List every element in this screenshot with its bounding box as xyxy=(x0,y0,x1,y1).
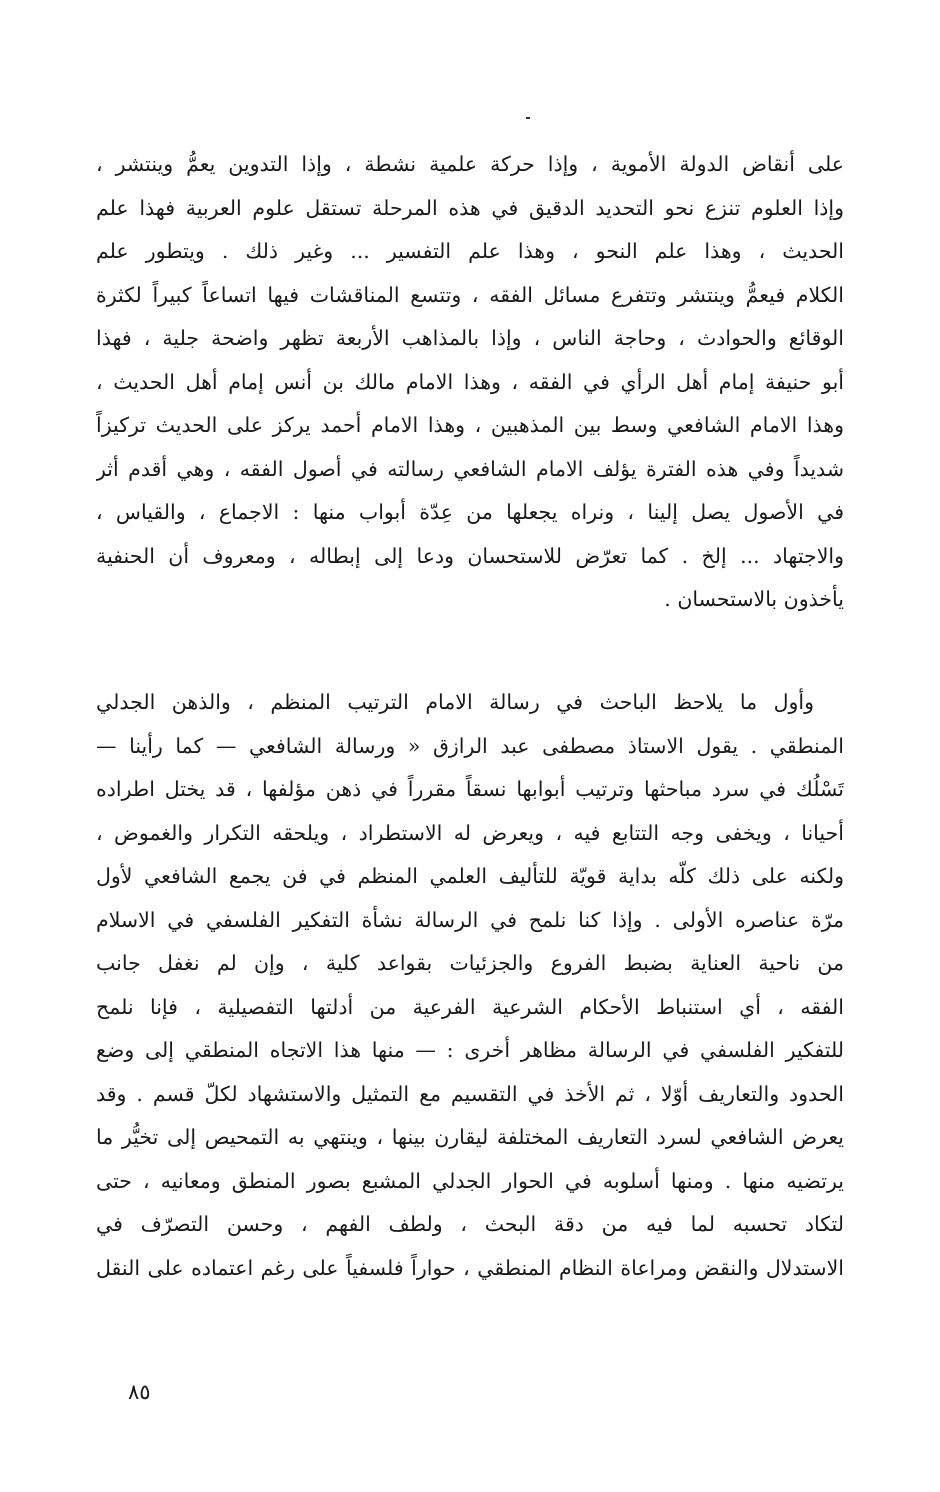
text-line: مرّة عناصره الأولى . وإذا كنا نلمح في الرسالة نشأة التفكير الفلسفي في الاسلام xyxy=(96,907,844,932)
text-line: الاستدلال والنقض ومراعاة النظام المنطقي ، حواراً فلسفياً على رغم اعتماده على النقل xyxy=(96,1255,844,1280)
text-line: لتكاد تحسبه لما فيه من دقة البحث ، ولطف الفهم ، وحسن التصرّف في xyxy=(96,1212,844,1236)
text-line: يعرض الشافعي لسرد التعاريف المختلفة ليقارن بينها ، وينتهي به التمحيص إلى تخيُّر ما xyxy=(96,1125,844,1149)
text-line: من ناحية العناية بضبط الفروع والجزئيات بقواعد كلية ، وإن لم نغفل جانب xyxy=(96,951,844,975)
paragraph-2 xyxy=(96,681,844,1290)
text-line: والاجتهاد ... إلخ . كما تعرّض للاستحسان ودعا إلى إبطاله ، ومعروف أن الحنفية xyxy=(96,543,844,568)
text-line: يأخذون بالاستحسان . xyxy=(664,587,844,611)
text-line: للتفكير الفلسفي في الرسالة مظاهر أخرى : — منها هذا الاتجاه المنطقي إلى وضع xyxy=(96,1038,844,1062)
text-line: أحيانا ، ويخفى وجه التتابع فيه ، ويعرض له الاستطراد ، ويلحقه التكرار والغموض ، xyxy=(96,820,844,845)
page-number: ٨٥ xyxy=(128,1380,151,1404)
text-line: الحديث ، وهذا علم النحو ، وهذا علم التفسير ... وغير ذلك . ويتطور علم xyxy=(96,239,844,263)
text-line: الحدود والتعاريف أوّلا ، ثم الأخذ في التقسيم مع التمثيل والاستشهاد لكلّ قسم . وقد xyxy=(96,1081,844,1106)
text-line: يرتضيه منها . ومنها أسلوبه في الحوار الجدلي المشبع بصور المنطق ومعانيه ، حتى xyxy=(96,1168,844,1193)
paragraph-1 xyxy=(96,143,844,622)
text-line: شديداً وفي هذه الفترة يؤلف الامام الشافعي رسالته في أصول الفقه ، وهي أقدم أثر xyxy=(96,456,844,481)
top-mark xyxy=(526,117,530,119)
text-line: الفقه ، أي استنباط الأحكام الشرعية الفرعية من أدلتها التفصيلية ، فإنا نلمح xyxy=(96,994,844,1019)
text-line: المنطقي . يقول الاستاذ مصطفى عبد الرازق « ورسالة الشافعي — كما رأينا — xyxy=(96,733,844,758)
text-line: أبو حنيفة إمام أهل الرأي في الفقه ، وهذا الامام مالك بن أنس إمام أهل الحديث ، xyxy=(96,369,844,394)
text-line: وهذا الامام الشافعي وسط بين المذهبين ، وهذا الامام أحمد يركز على الحديث تركيزاً xyxy=(96,413,844,437)
text-line: في الأصول يصل إلينا ، ونراه يجعلها من عِدّة أبواب منها : الاجماع ، والقياس ، xyxy=(96,500,844,524)
text-line: وإذا العلوم تنزع نحو التحديد الدقيق في هذه المرحلة تستقل علوم العربية فهذا علم xyxy=(96,195,844,220)
text-line: الوقائع والحوادث ، وحاجة الناس ، وإذا بالمذاهب الأربعة تظهر واضحة جلية ، فهذا xyxy=(96,326,844,350)
text-line: تَسْلُك في سرد مباحثها وترتيب أبوابها نسقاً مقرراً في ذهن مؤلفها ، قد يختل اطراده xyxy=(96,777,844,801)
text-line: الكلام فيعمُّ وينتشر وتتفرع مسائل الفقه ، وتتسع المناقشات فيها اتساعاً كبيراً لكثرة xyxy=(96,282,844,307)
text-line: وأول ما يلاحظ الباحث في رسالة الامام الترتيب المنظم ، والذهن الجدلي xyxy=(96,690,814,714)
text-line: ولكنه على ذلك كلّه بداية قويّة للتأليف العلمي المنظم في فن يجمع الشافعي لأول xyxy=(96,864,844,888)
text-line: على أنقاض الدولة الأموية ، وإذا حركة علمية نشطة ، وإذا التدوين يعمُّ وينتشر ، xyxy=(96,152,844,176)
